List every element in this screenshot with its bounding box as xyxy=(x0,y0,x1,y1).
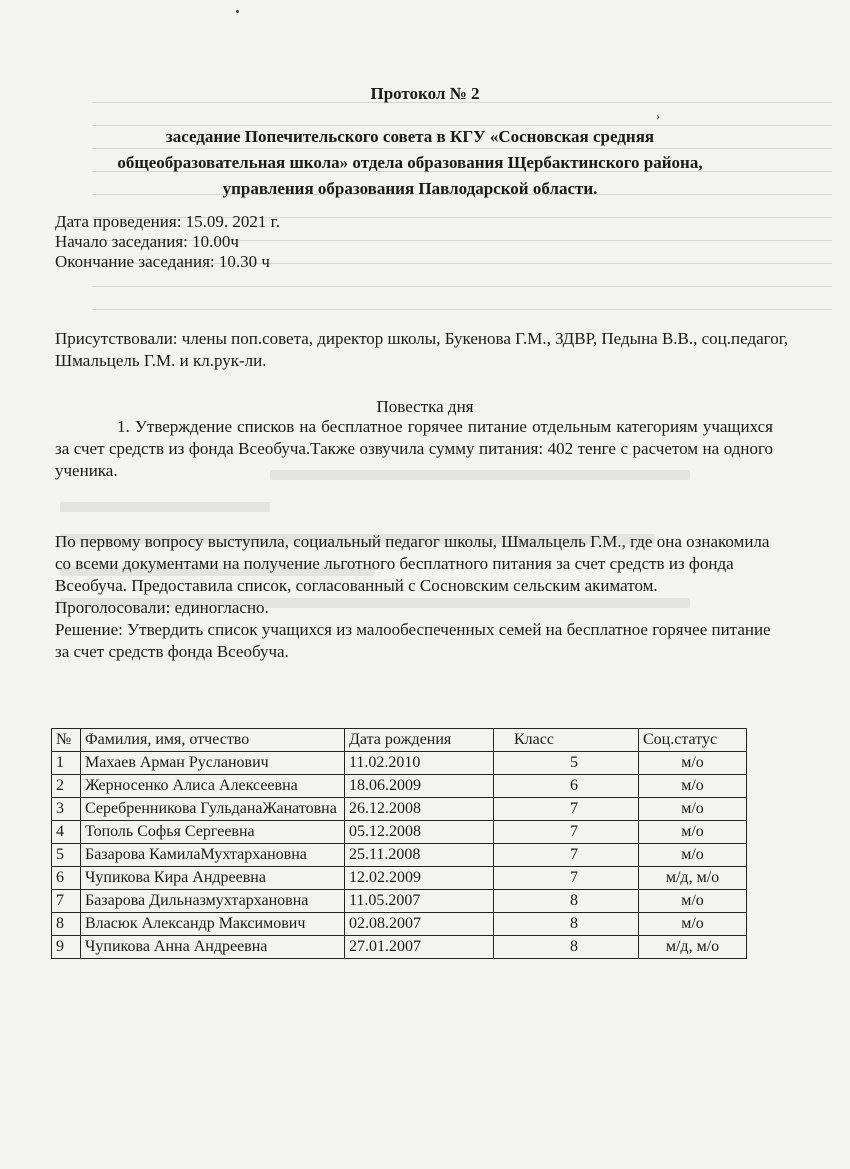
scan-speck xyxy=(236,10,239,13)
cell-dob: 27.01.2007 xyxy=(345,936,494,959)
header-class: Класс xyxy=(494,729,639,752)
cell-number: 2 xyxy=(52,775,81,798)
table-row xyxy=(52,844,747,867)
header-status: Соц.статус xyxy=(639,729,747,752)
meeting-date: Дата проведения: 15.09. 2021 г. xyxy=(55,212,280,231)
cell-status: м/о xyxy=(639,798,747,821)
cell-dob: 05.12.2008 xyxy=(345,821,494,844)
cell-dob: 12.02.2009 xyxy=(345,867,494,890)
cell-name: Базарова КамилаМухтархановна xyxy=(81,844,345,867)
cell-status: м/о xyxy=(639,913,747,936)
cell-dob: 18.06.2009 xyxy=(345,775,494,798)
cell-status: м/о xyxy=(639,752,747,775)
cell-number: 9 xyxy=(52,936,81,959)
cell-dob: 25.11.2008 xyxy=(345,844,494,867)
table-header-row xyxy=(52,729,747,752)
subtitle-line: общеобразовательная школа» отдела образования Щербактинского района, xyxy=(117,153,703,172)
table-row xyxy=(52,936,747,959)
cell-name: Махаев Арман Русланович xyxy=(81,752,345,775)
cell-status: м/о xyxy=(639,890,747,913)
cell-dob: 02.08.2007 xyxy=(345,913,494,936)
cell-class: 8 xyxy=(494,913,639,936)
cell-number: 7 xyxy=(52,890,81,913)
report-decision: Решение: Утвердить список учащихся из малообеспеченных семей на бесплатное горячее питание за счет средств фонда Всеобуча. xyxy=(55,620,771,661)
bleed-through-table xyxy=(92,80,832,340)
subtitle-line: управления образования Павлодарской области. xyxy=(222,179,598,198)
pen-mark: › xyxy=(656,109,660,123)
cell-number: 1 xyxy=(52,752,81,775)
table-row xyxy=(52,798,747,821)
cell-class: 8 xyxy=(494,890,639,913)
cell-number: 8 xyxy=(52,913,81,936)
cell-name: Базарова Дильназмухтархановна xyxy=(81,890,345,913)
cell-status: м/о xyxy=(639,775,747,798)
meeting-start: Начало заседания: 10.00ч xyxy=(55,232,239,251)
table-row xyxy=(52,867,747,890)
meeting-info xyxy=(55,212,280,272)
cell-class: 6 xyxy=(494,775,639,798)
cell-status: м/о xyxy=(639,844,747,867)
cell-class: 5 xyxy=(494,752,639,775)
cell-name: Власюк Александр Максимович xyxy=(81,913,345,936)
students-table xyxy=(51,728,747,959)
agenda-title: Повестка дня xyxy=(376,397,474,416)
table-row xyxy=(52,775,747,798)
cell-number: 3 xyxy=(52,798,81,821)
header-dob: Дата рождения xyxy=(345,729,494,752)
report-section xyxy=(55,531,775,663)
meeting-end: Окончание заседания: 10.30 ч xyxy=(55,252,270,271)
cell-class: 7 xyxy=(494,798,639,821)
cell-status: м/о xyxy=(639,821,747,844)
cell-dob: 11.02.2010 xyxy=(345,752,494,775)
cell-class: 7 xyxy=(494,844,639,867)
cell-name: Чупикова Кира Андреевна xyxy=(81,867,345,890)
cell-number: 6 xyxy=(52,867,81,890)
protocol-title: Протокол № 2 xyxy=(370,84,480,103)
cell-name: Тополь Софья Сергеевна xyxy=(81,821,345,844)
agenda-item-text: 1. Утверждение списков на бесплатное горячее питание отдельным категориям учащихся за счет средств из фонда Всеобуча.Также озвучила сумму питания: 402 тенге с расчетом на одного ученика. xyxy=(55,417,773,480)
cell-number: 4 xyxy=(52,821,81,844)
header-number: № xyxy=(52,729,81,752)
cell-dob: 26.12.2008 xyxy=(345,798,494,821)
cell-name: Жерносенко Алиса Алексеевна xyxy=(81,775,345,798)
attendees: Присутствовали: члены поп.совета, директор школы, Букенова Г.М., ЗДВР, Педына В.В., соц.педагог, Шмальцель Г.М. и кл.рук-ли. xyxy=(55,329,789,370)
cell-dob: 11.05.2007 xyxy=(345,890,494,913)
agenda-item xyxy=(55,416,773,482)
cell-status: м/д, м/о xyxy=(639,867,747,890)
cell-status: м/д, м/о xyxy=(639,936,747,959)
cell-class: 8 xyxy=(494,936,639,959)
cell-number: 5 xyxy=(52,844,81,867)
table-row xyxy=(52,890,747,913)
cell-class: 7 xyxy=(494,867,639,890)
cell-name: Серебренникова ГульданаЖанатовна xyxy=(81,798,345,821)
cell-class: 7 xyxy=(494,821,639,844)
table-row xyxy=(52,752,747,775)
table-row xyxy=(52,913,747,936)
subtitle-line: заседание Попечительского совета в КГУ «Сосновская средняя xyxy=(165,127,655,146)
cell-name: Чупикова Анна Андреевна xyxy=(81,936,345,959)
protocol-subtitle xyxy=(60,124,760,202)
report-speaker: По первому вопросу выступила, социальный педагог школы, Шмальцель Г.М., где она ознакомила со всеми документами на получение льготного бесплатного питания за счет средств из фонда Всеобуча. Предоставила список, согласованный с Сосновским сельским акиматом. xyxy=(55,532,770,595)
report-vote: Проголосовали: единогласно. xyxy=(55,598,269,617)
header-name: Фамилия, имя, отчество xyxy=(81,729,345,752)
table-row xyxy=(52,821,747,844)
